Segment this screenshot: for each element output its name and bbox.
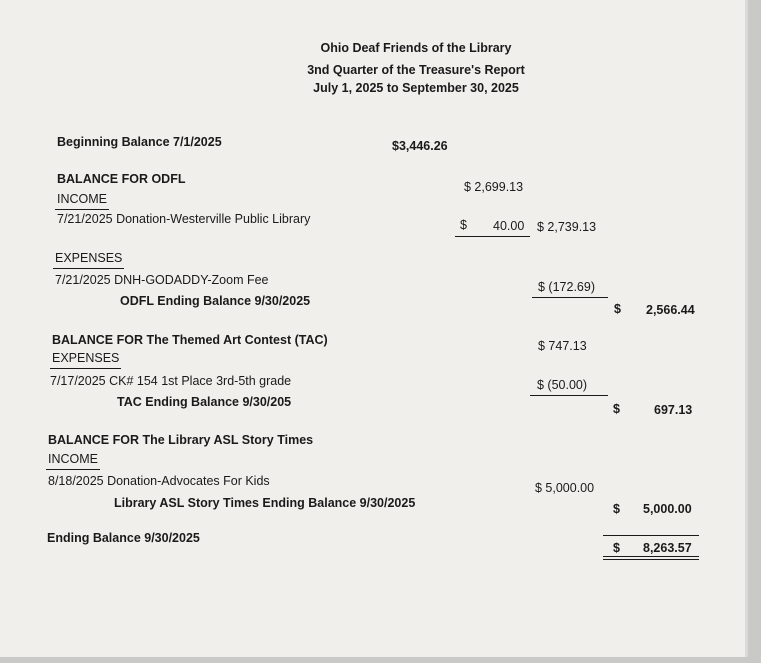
- ending-balance-label: Ending Balance 9/30/2025: [47, 531, 200, 545]
- ending-balance-double-rule-2: [603, 559, 699, 560]
- tac-expenses-heading: EXPENSES: [52, 351, 120, 365]
- odfl-income-underline: [455, 236, 530, 237]
- tac-ending-dollar: $: [613, 402, 620, 416]
- asl-ending-amount: 5,000.00: [643, 502, 692, 516]
- odfl-ending-label: ODFL Ending Balance 9/30/2025: [120, 294, 311, 308]
- asl-ending-dollar: $: [613, 502, 620, 516]
- tac-section-title: BALANCE FOR The Themed Art Contest (TAC): [52, 333, 328, 347]
- odfl-income-subtotal: $ 2,739.13: [537, 220, 597, 234]
- odfl-income-amount: 40.00: [493, 219, 525, 233]
- asl-income-item: 8/18/2025 Donation-Advocates For Kids: [48, 474, 270, 488]
- odfl-income-heading: INCOME: [57, 192, 107, 206]
- odfl-expense-amount: $ (172.69): [538, 280, 595, 294]
- beginning-balance-label: Beginning Balance 7/1/2025: [57, 135, 222, 149]
- tac-expense-amount: $ (50.00): [537, 378, 588, 392]
- ending-balance-amount: 8,263.57: [643, 541, 692, 555]
- asl-section-title: BALANCE FOR The Library ASL Story Times: [48, 433, 314, 447]
- odfl-expenses-heading: EXPENSES: [55, 251, 123, 265]
- asl-income-heading: INCOME: [48, 452, 98, 466]
- odfl-section-title: BALANCE FOR ODFL: [57, 172, 186, 186]
- tac-ending-label: TAC Ending Balance 9/30/205: [117, 395, 292, 409]
- org-name: Ohio Deaf Friends of the Library: [320, 41, 512, 55]
- report-title: 3nd Quarter of the Treasure's Report: [307, 63, 525, 77]
- tac-expense-item: 7/17/2025 CK# 154 1st Place 3rd-5th grade: [50, 374, 292, 388]
- odfl-expense-item: 7/21/2025 DNH-GODADDY-Zoom Fee: [55, 273, 269, 287]
- ending-balance-dollar: $: [613, 541, 620, 555]
- tac-ending-amount: 697.13: [654, 403, 693, 417]
- tac-balance: $ 747.13: [538, 339, 587, 353]
- odfl-expense-underline: [532, 297, 608, 298]
- ending-balance-double-rule-1: [603, 556, 699, 557]
- tac-expense-underline: [530, 395, 608, 396]
- report-period: July 1, 2025 to September 30, 2025: [313, 81, 519, 95]
- odfl-ending-amount: 2,566.44: [646, 303, 695, 317]
- odfl-ending-dollar: $: [614, 302, 621, 316]
- asl-ending-label: Library ASL Story Times Ending Balance 9/30/2025: [114, 496, 416, 510]
- odfl-balance: $ 2,699.13: [464, 180, 524, 194]
- ending-balance-top-rule: [603, 535, 699, 536]
- asl-income-amount: $ 5,000.00: [535, 481, 595, 495]
- odfl-income-item: 7/21/2025 Donation-Westerville Public Library: [57, 212, 311, 226]
- beginning-balance-amount: $3,446.26: [392, 139, 448, 153]
- odfl-income-dollar: $: [460, 218, 467, 232]
